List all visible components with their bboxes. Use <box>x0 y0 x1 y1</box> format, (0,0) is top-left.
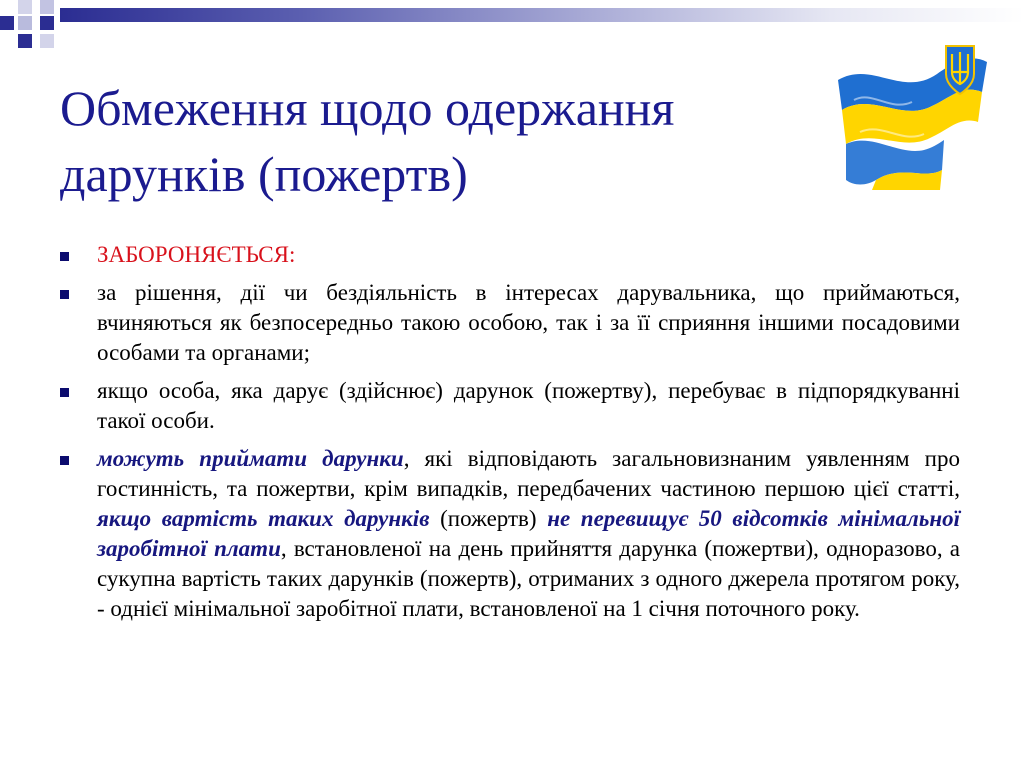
decor-square <box>18 16 32 30</box>
slide-title-line-1: Обмеження щодо одержання <box>60 80 675 136</box>
bullet-text: , які відповідають загальновизнаним уявленням про гостинність, та пожертви, крім випадків, передбачених частиною першою цієї статті, <box>97 446 960 501</box>
decor-square <box>40 34 54 48</box>
trident-emblem <box>946 46 974 94</box>
decor-square <box>18 34 32 48</box>
decor-square <box>18 0 32 14</box>
emphasis-text: можуть приймати дарунки <box>97 446 404 471</box>
square-bullet-icon <box>60 290 69 299</box>
emphasis-text: якщо вартість таких дарунків <box>97 506 430 531</box>
square-bullet-icon <box>60 252 69 261</box>
bullet-subordination <box>60 376 960 436</box>
bullet-prohibited-heading <box>60 240 960 270</box>
bullet-list <box>60 240 960 632</box>
decor-square <box>0 16 14 30</box>
bullet-decisions-in-donor-interest <box>60 278 960 368</box>
bullet-allowed-gifts <box>60 444 960 624</box>
square-bullet-icon <box>60 388 69 397</box>
bullet-text: якщо особа, яка дарує (здійснює) дарунок (пожертву), перебуває в підпорядкуванні такої особи. <box>97 378 960 433</box>
bullet-text: , встановленої на день прийняття дарунка (пожертви), одноразово, а сукупна вартість таких дарунків (пожертв), отриманих з одного джерела протягом року, - однієї мінімальної заробітної плати, встановленої на 1 січня поточного року. <box>97 536 961 621</box>
decor-square <box>40 0 54 14</box>
top-gradient-bar <box>60 8 1024 22</box>
decor-square <box>40 16 54 30</box>
square-bullet-icon <box>60 456 69 465</box>
bullet-text: за рішення, дії чи бездіяльність в інтересах дарувальника, що приймаються, вчиняються як безпосередньо такою особою, так і за її сприяння іншими посадовими особами та органами; <box>97 280 960 365</box>
bullet-text: (пожертв) <box>429 506 548 531</box>
emphasis-text: не перевищує 50 відсотків мінімальної заробітної плати <box>97 506 960 561</box>
bullet-text: ЗАБОРОНЯЄТЬСЯ: <box>97 242 296 267</box>
slide-title-line-2: дарунків (пожертв) <box>60 146 468 202</box>
slide-title <box>60 75 860 207</box>
